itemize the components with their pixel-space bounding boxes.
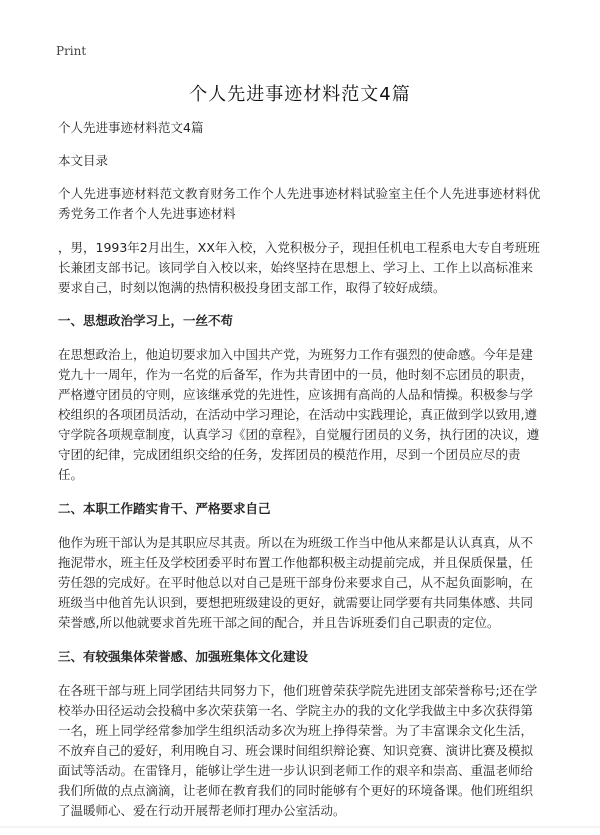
section-body-1: 在思想政治上，他迫切要求加入中国共产党，为班努力工作有强烈的使命感。今年是建党九十一周年，作为一名党的后备军，作为共青团中的一员，他时刻不忘团员的职责，严格遵守团员的守则，应该继承党的先进性，应该拥有高尚的人品和情操。积极参与学校组织的各项团员活动，在活动中学习理论，在活动中实践理论，真正做到学以致用,遵守学院各项规章制度，认真学习《团的章程》，自觉履行团员的义务，执行团的决议，遵守团的纪律，完成团组织交给的任务，发挥团员的模范作用，尽到一个团员应尽的责任。 bbox=[58, 347, 540, 482]
section-heading-2: 二、本职工作踏实肯干、严格要求自己 bbox=[58, 501, 271, 516]
page-title: 个人先进事迹材料范文4篇 bbox=[189, 84, 411, 105]
toc-label: 本文目录 bbox=[58, 153, 109, 168]
section-body-3: 在各班干部与班上同学团结共同努力下，他们班曾荣获学院先进团支部荣誉称号;还在学校举办田径运动会投稿中多次荣获第一名、学院主办的我的文化学我做主中多次获得第一名，班上同学经常参加学生组织活动多次为班上挣得荣誉。为了丰富课余文化生活，不放弃自己的爱好，利用晚自习、班会课时间组织辩论赛、知识竞赛、演讲比赛及模拟面试等活动。在雷锋月，能够让学生进一步认识到老师工作的艰辛和崇高、重温老师给我们所做的点点滴滴，让老师在教育我们的同时能够有个更好的环境备课。他们班组织了温暖师心、爱在行动开展帮老师打理办公室活动。 bbox=[58, 683, 538, 818]
toc-text: 个人先进事迹材料范文教育财务工作个人先进事迹材料试验室主任个人先进事迹材料优秀党务工作者个人先进事迹材料 bbox=[58, 186, 541, 221]
document-subtitle: 个人先进事迹材料范文4篇 bbox=[58, 120, 204, 135]
intro-paragraph: ，男，1993年2月出生，XX年入校，入党积极分子，现担任机电工程系电大专自考班班长兼团支部书记。该同学自入校以来，始终坚持在思想上、学习上、工作上以高标准来要求自己，时刻以饱满的热情积极投身团支部工作，取得了较好成绩。 bbox=[58, 240, 540, 295]
section-body-2: 他作为班干部认为是其职应尽其责。所以在为班级工作当中他从来都是认认真真，从不拖泥带水，班主任及学校团委平时布置工作他都积极主动提前完成，并且保质保量，任劳任怨的完成好。在平时他总以对自己是班干部身份来要求自己，从不起负面影响，在班级当中他首先认识到，要想把班级建设的更好，就需要让同学要有共同集体感、共同荣誉感,所以他就要求首先班干部之间的配合，并且告诉班委们自己职责的定位。 bbox=[58, 535, 534, 630]
section-heading-3: 三、有较强集体荣誉感、加强班集体文化建设 bbox=[58, 649, 309, 664]
print-link[interactable]: Print bbox=[56, 44, 87, 58]
document-content bbox=[58, 118, 544, 835]
section-heading-1: 一、思想政治学习上，一丝不苟 bbox=[58, 313, 234, 328]
